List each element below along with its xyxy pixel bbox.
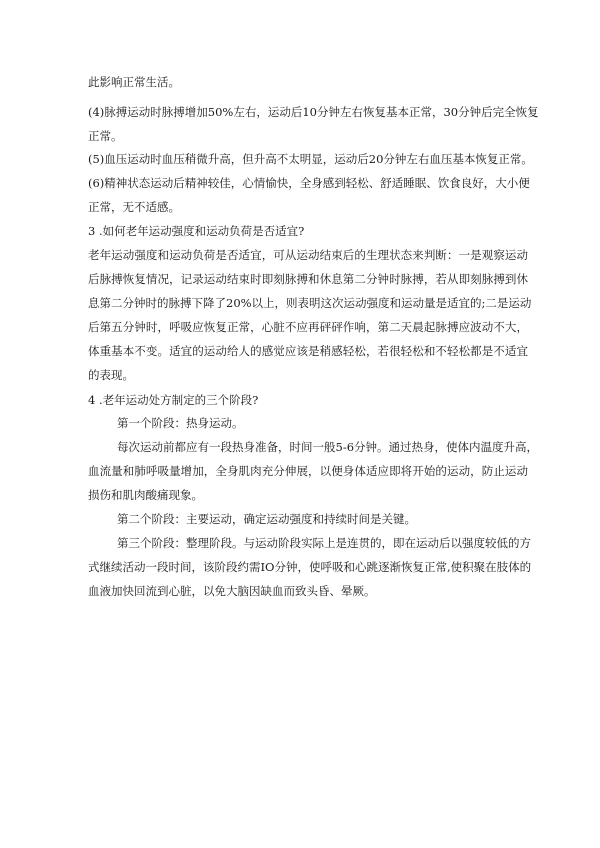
text-line: 正常。 [88, 129, 123, 143]
text-line: 后脉搏恢复情况，记录运动结束时即刻脉搏和休息第二分钟时脉搏，若从即刻脉搏到休 [88, 272, 528, 286]
text-line: 每次运动前都应有一段热身准备，时间一般5-6分钟。通过热身，使体内温度升高， [117, 440, 539, 454]
text-line: 第三个阶段：整理阶段。与运动阶段实际上是连贯的，即在运动后以强度较低的方 [117, 536, 531, 550]
text-line: 正常，无不适感。 [88, 200, 180, 214]
text-line: 息第二分钟时的脉搏下降了20%以上，则表明这次运动强度和运动量是适宜的;二是运动 [88, 296, 532, 310]
text-line: 血液加快回流到心脏，以免大脑因缺血而致头昏、晕厥。 [88, 584, 376, 598]
text-line: 的表现。 [88, 368, 134, 382]
section-heading: 3 .如何老年运动强度和运动负荷是否适宜? [88, 224, 305, 238]
text-line: 第二个阶段：主要运动，确定运动强度和持续时间是关键。 [117, 512, 416, 526]
text-line: 损伤和肌肉酸痛现象。 [88, 488, 203, 502]
text-line: 第一个阶段：热身运动。 [117, 416, 244, 430]
text-line: 体重基本不变。适宜的运动给人的感觉应该是稍感轻松，若很轻松和不轻松都是不适宜 [88, 344, 528, 358]
text-line: 老年运动强度和运动负荷是否适宜，可从运动结束后的生理状态来判断：一是观察运动 [88, 248, 528, 262]
section-heading: 4 .老年运动处方制定的三个阶段? [88, 393, 259, 407]
text-line: 此影响正常生活。 [88, 75, 180, 89]
text-line: (4)脉搏运动时脉搏增加50%左右，运动后10分钟左右恢复基本正常，30分钟后完全恢复 [88, 105, 539, 119]
text-line: 后第五分钟时，呼吸应恢复正常，心脏不应再砰砰作响，第二天晨起脉搏应波动不大， [88, 320, 528, 334]
text-line: (6)精神状态运动后精神较佳，心情愉快，全身感到轻松、舒适睡眠、饮食良好，大小便 [88, 176, 530, 190]
text-line: (5)血压运动时血压稍微升高，但升高不太明显，运动后20分钟左右血压基本恢复正常。 [88, 152, 533, 166]
text-line: 血流量和肺呼吸量增加，全身肌肉充分伸展，以便身体适应即将开始的运动，防止运动 [88, 464, 528, 478]
text-line: 式继续活动一段时间，该阶段约需IO分钟，使呼吸和心跳逐渐恢复正常,使积聚在肢体的 [88, 560, 532, 574]
